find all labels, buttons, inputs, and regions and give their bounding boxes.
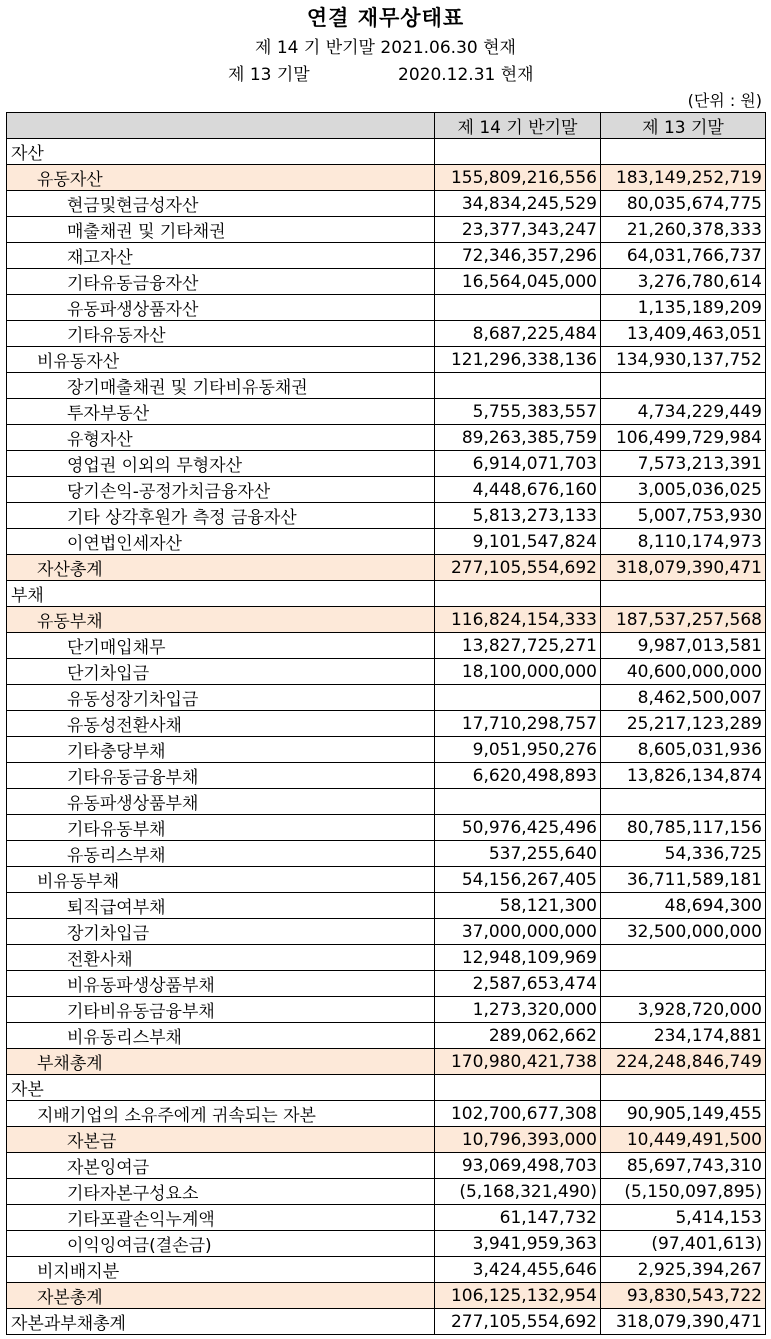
prior-period-value xyxy=(601,945,766,971)
current-period-value: 50,976,425,496 xyxy=(435,815,601,841)
current-period-value: 93,069,498,703 xyxy=(435,1153,601,1179)
table-row xyxy=(7,1049,766,1075)
current-period-value: 3,424,455,646 xyxy=(435,1257,601,1283)
prior-period-value: 85,697,743,310 xyxy=(601,1153,766,1179)
current-period-value: 72,346,357,296 xyxy=(435,243,601,269)
table-row xyxy=(7,165,766,191)
table-row xyxy=(7,373,766,399)
current-period-value: 277,105,554,692 xyxy=(435,555,601,581)
header-current-period: 제 14 기 반기말 xyxy=(435,113,601,139)
prior-period-value: 1,135,189,209 xyxy=(601,295,766,321)
current-period-value: 116,824,154,333 xyxy=(435,607,601,633)
current-period-value xyxy=(435,373,601,399)
table-row xyxy=(7,1205,766,1231)
account-name: 기타충당부채 xyxy=(7,737,435,763)
table-row xyxy=(7,529,766,555)
table-row xyxy=(7,347,766,373)
account-name: 유형자산 xyxy=(7,425,435,451)
table-row xyxy=(7,139,766,165)
table-row xyxy=(7,321,766,347)
current-period-value: 58,121,300 xyxy=(435,893,601,919)
account-name: 자본잉여금 xyxy=(7,1153,435,1179)
account-name: 기타유동자산 xyxy=(7,321,435,347)
account-name: 부채총계 xyxy=(7,1049,435,1075)
prior-period-value xyxy=(601,373,766,399)
table-row xyxy=(7,1101,766,1127)
table-row xyxy=(7,1231,766,1257)
account-name: 재고자산 xyxy=(7,243,435,269)
current-period-value: 10,796,393,000 xyxy=(435,1127,601,1153)
table-row xyxy=(7,919,766,945)
table-row xyxy=(7,425,766,451)
account-name: 당기손익-공정가치금융자산 xyxy=(7,477,435,503)
unit-label: (단위 : 원) xyxy=(687,91,762,110)
prior-period-value: 3,928,720,000 xyxy=(601,997,766,1023)
prior-period-value: 234,174,881 xyxy=(601,1023,766,1049)
period-current: 제 14 기 반기말 2021.06.30 현재 xyxy=(255,38,516,58)
table-row xyxy=(7,997,766,1023)
account-name: 단기차입금 xyxy=(7,659,435,685)
current-period-value xyxy=(435,295,601,321)
prior-period-value: (97,401,613) xyxy=(601,1231,766,1257)
account-name: 기타자본구성요소 xyxy=(7,1179,435,1205)
current-period-value: 34,834,245,529 xyxy=(435,191,601,217)
account-name: 현금및현금성자산 xyxy=(7,191,435,217)
table-row xyxy=(7,971,766,997)
account-name: 비지배지분 xyxy=(7,1257,435,1283)
table-row xyxy=(7,633,766,659)
current-period-value: 18,100,000,000 xyxy=(435,659,601,685)
account-name: 자본과부채총계 xyxy=(7,1309,435,1335)
current-period-value: 9,051,950,276 xyxy=(435,737,601,763)
table-row xyxy=(7,1127,766,1153)
account-name: 부채 xyxy=(7,581,435,607)
current-period-value: 2,587,653,474 xyxy=(435,971,601,997)
current-period-value xyxy=(435,789,601,815)
account-name: 자산 xyxy=(7,139,435,165)
account-name: 기타포괄손익누계액 xyxy=(7,1205,435,1231)
prior-period-value xyxy=(601,971,766,997)
current-period-value: 8,687,225,484 xyxy=(435,321,601,347)
table-row xyxy=(7,841,766,867)
account-name: 장기매출채권 및 기타비유동채권 xyxy=(7,373,435,399)
account-name: 기타유동부채 xyxy=(7,815,435,841)
prior-period-value: 5,414,153 xyxy=(601,1205,766,1231)
balance-sheet-table xyxy=(6,112,766,1335)
prior-period-value: 5,007,753,930 xyxy=(601,503,766,529)
prior-period-value: 93,830,543,722 xyxy=(601,1283,766,1309)
prior-period-value: 8,110,174,973 xyxy=(601,529,766,555)
current-period-value: 9,101,547,824 xyxy=(435,529,601,555)
current-period-value: 170,980,421,738 xyxy=(435,1049,601,1075)
prior-period-value: 318,079,390,471 xyxy=(601,555,766,581)
account-name: 비유동자산 xyxy=(7,347,435,373)
statement-title: 연결 재무상태표 xyxy=(306,6,465,30)
current-period-value xyxy=(435,139,601,165)
account-name: 유동성전환사채 xyxy=(7,711,435,737)
table-row xyxy=(7,1153,766,1179)
prior-period-value: 134,930,137,752 xyxy=(601,347,766,373)
table-row xyxy=(7,737,766,763)
current-period-value: 102,700,677,308 xyxy=(435,1101,601,1127)
table-row xyxy=(7,581,766,607)
account-name: 자산총계 xyxy=(7,555,435,581)
account-name: 비유동파생상품부채 xyxy=(7,971,435,997)
prior-period-value: 318,079,390,471 xyxy=(601,1309,766,1335)
table-header-row xyxy=(7,113,766,139)
table-row xyxy=(7,1283,766,1309)
account-name: 기타 상각후원가 측정 금융자산 xyxy=(7,503,435,529)
prior-period-value: 9,987,013,581 xyxy=(601,633,766,659)
current-period-value: 54,156,267,405 xyxy=(435,867,601,893)
current-period-value: (5,168,321,490) xyxy=(435,1179,601,1205)
table-row xyxy=(7,1257,766,1283)
account-name: 자본총계 xyxy=(7,1283,435,1309)
table-row xyxy=(7,607,766,633)
prior-period-value: 8,605,031,936 xyxy=(601,737,766,763)
prior-period-value: 13,826,134,874 xyxy=(601,763,766,789)
current-period-value: 23,377,343,247 xyxy=(435,217,601,243)
table-row xyxy=(7,763,766,789)
current-period-value: 37,000,000,000 xyxy=(435,919,601,945)
header-prior-period: 제 13 기말 xyxy=(601,113,766,139)
header-account xyxy=(7,113,435,139)
current-period-value: 155,809,216,556 xyxy=(435,165,601,191)
prior-period-value xyxy=(601,1075,766,1101)
prior-period-value: 183,149,252,719 xyxy=(601,165,766,191)
account-name: 장기차입금 xyxy=(7,919,435,945)
prior-period-value: 40,600,000,000 xyxy=(601,659,766,685)
table-row xyxy=(7,477,766,503)
account-name: 이연법인세자산 xyxy=(7,529,435,555)
prior-period-value: 106,499,729,984 xyxy=(601,425,766,451)
table-row xyxy=(7,659,766,685)
prior-period-value: 25,217,123,289 xyxy=(601,711,766,737)
table-row xyxy=(7,685,766,711)
account-name: 유동파생상품부채 xyxy=(7,789,435,815)
current-period-value: 537,255,640 xyxy=(435,841,601,867)
table-row xyxy=(7,711,766,737)
table-row xyxy=(7,399,766,425)
prior-period-value: 80,035,674,775 xyxy=(601,191,766,217)
account-name: 이익잉여금(결손금) xyxy=(7,1231,435,1257)
table-row xyxy=(7,867,766,893)
prior-period-value: 187,537,257,568 xyxy=(601,607,766,633)
prior-period-value: 2,925,394,267 xyxy=(601,1257,766,1283)
account-name: 비유동부채 xyxy=(7,867,435,893)
table-row xyxy=(7,217,766,243)
prior-period-value: 21,260,378,333 xyxy=(601,217,766,243)
account-name: 유동자산 xyxy=(7,165,435,191)
prior-period-value: 13,409,463,051 xyxy=(601,321,766,347)
current-period-value xyxy=(435,1075,601,1101)
prior-period-value: 80,785,117,156 xyxy=(601,815,766,841)
prior-period-value: (5,150,097,895) xyxy=(601,1179,766,1205)
table-row xyxy=(7,789,766,815)
current-period-value: 17,710,298,757 xyxy=(435,711,601,737)
current-period-value: 106,125,132,954 xyxy=(435,1283,601,1309)
table-row xyxy=(7,815,766,841)
current-period-value: 121,296,338,136 xyxy=(435,347,601,373)
table-row xyxy=(7,503,766,529)
current-period-value: 5,755,383,557 xyxy=(435,399,601,425)
table-row xyxy=(7,243,766,269)
current-period-value: 16,564,045,000 xyxy=(435,269,601,295)
current-period-value xyxy=(435,581,601,607)
current-period-value: 277,105,554,692 xyxy=(435,1309,601,1335)
table-row xyxy=(7,945,766,971)
table-row xyxy=(7,1023,766,1049)
table-row xyxy=(7,1309,766,1335)
prior-period-value: 90,905,149,455 xyxy=(601,1101,766,1127)
account-name: 유동리스부채 xyxy=(7,841,435,867)
current-period-value: 1,273,320,000 xyxy=(435,997,601,1023)
account-name: 퇴직급여부채 xyxy=(7,893,435,919)
prior-period-value xyxy=(601,581,766,607)
current-period-value: 6,620,498,893 xyxy=(435,763,601,789)
prior-period-value: 32,500,000,000 xyxy=(601,919,766,945)
prior-period-value: 54,336,725 xyxy=(601,841,766,867)
prior-period-value xyxy=(601,789,766,815)
table-row xyxy=(7,269,766,295)
prior-period-value: 64,031,766,737 xyxy=(601,243,766,269)
account-name: 매출채권 및 기타채권 xyxy=(7,217,435,243)
account-name: 지배기업의 소유주에게 귀속되는 자본 xyxy=(7,1101,435,1127)
account-name: 자본 xyxy=(7,1075,435,1101)
prior-period-value xyxy=(601,139,766,165)
account-name: 기타유동금융부채 xyxy=(7,763,435,789)
current-period-value: 89,263,385,759 xyxy=(435,425,601,451)
current-period-value: 3,941,959,363 xyxy=(435,1231,601,1257)
current-period-value xyxy=(435,685,601,711)
account-name: 기타유동금융자산 xyxy=(7,269,435,295)
account-name: 영업권 이외의 무형자산 xyxy=(7,451,435,477)
account-name: 유동부채 xyxy=(7,607,435,633)
current-period-value: 5,813,273,133 xyxy=(435,503,601,529)
table-row xyxy=(7,1075,766,1101)
prior-period-value: 36,711,589,181 xyxy=(601,867,766,893)
table-body xyxy=(7,139,766,1335)
account-name: 유동파생상품자산 xyxy=(7,295,435,321)
prior-period-value: 10,449,491,500 xyxy=(601,1127,766,1153)
table-row xyxy=(7,893,766,919)
prior-period-value: 48,694,300 xyxy=(601,893,766,919)
table-row xyxy=(7,451,766,477)
prior-period-value: 3,005,036,025 xyxy=(601,477,766,503)
current-period-value: 4,448,676,160 xyxy=(435,477,601,503)
table-row xyxy=(7,191,766,217)
current-period-value: 289,062,662 xyxy=(435,1023,601,1049)
period-prior-date: 2020.12.31 현재 xyxy=(398,65,534,85)
account-name: 비유동리스부채 xyxy=(7,1023,435,1049)
current-period-value: 12,948,109,969 xyxy=(435,945,601,971)
current-period-value: 6,914,071,703 xyxy=(435,451,601,477)
period-prior-label: 제 13 기말 xyxy=(228,65,310,85)
prior-period-value: 7,573,213,391 xyxy=(601,451,766,477)
table-row xyxy=(7,1179,766,1205)
prior-period-value: 3,276,780,614 xyxy=(601,269,766,295)
prior-period-value: 8,462,500,007 xyxy=(601,685,766,711)
account-name: 자본금 xyxy=(7,1127,435,1153)
account-name: 단기매입채무 xyxy=(7,633,435,659)
table-row xyxy=(7,295,766,321)
prior-period-value: 4,734,229,449 xyxy=(601,399,766,425)
table-row xyxy=(7,555,766,581)
account-name: 기타비유동금융부채 xyxy=(7,997,435,1023)
prior-period-value: 224,248,846,749 xyxy=(601,1049,766,1075)
current-period-value: 61,147,732 xyxy=(435,1205,601,1231)
account-name: 유동성장기차입금 xyxy=(7,685,435,711)
account-name: 투자부동산 xyxy=(7,399,435,425)
current-period-value: 13,827,725,271 xyxy=(435,633,601,659)
account-name: 전환사채 xyxy=(7,945,435,971)
